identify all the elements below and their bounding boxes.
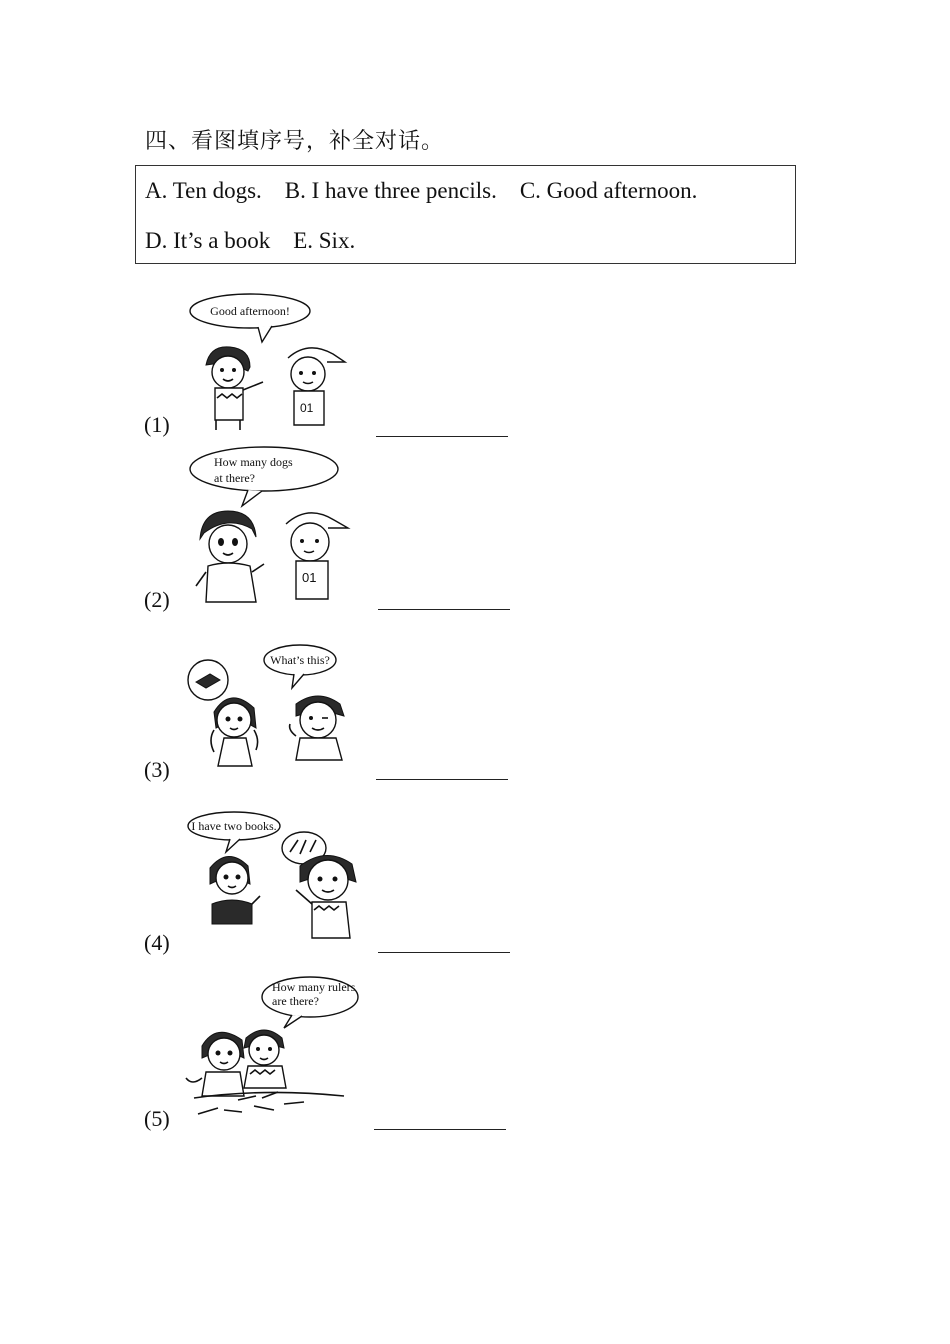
boy-right-cap [286,513,348,599]
bubble-text: What’s this? [270,653,330,667]
speech-bubble [190,294,310,342]
answer-blank-4[interactable] [378,952,510,953]
bubble-text: Good afternoon! [210,304,290,318]
boy-left [206,347,263,430]
answer-blank-3[interactable] [376,779,508,780]
question-2-number: (2) [144,587,170,612]
question-1-number: (1) [144,412,170,437]
table-with-rulers [194,1092,344,1114]
answer-blank-1[interactable] [376,436,508,437]
girl-left [211,698,258,766]
question-5-illustration [184,974,364,1124]
answer-blank-5[interactable] [374,1129,506,1130]
question-3-number: (3) [144,757,170,782]
question-3-illustration [184,640,359,775]
bubble-text-line-2: at there? [214,471,255,485]
question-5-number: (5) [144,1106,170,1131]
boy-middle [244,1030,286,1088]
speech-bubble [262,977,358,1028]
bubble-text: I have two books. [191,819,277,833]
question-4-illustration [186,808,366,950]
girl-left [210,856,260,924]
boy-right-cap [288,348,345,425]
bubble-text-line-2: are there? [272,994,319,1008]
boy-right [296,855,356,938]
question-2-illustration [186,444,366,609]
options-line-1: A. Ten dogs. B. I have three pencils. C. Good afternoon. [145,178,698,203]
bubble-text-line-1: How many dogs [214,455,293,469]
svg-text:01: 01 [302,570,317,585]
options-box [135,165,796,264]
boy-right [290,696,344,760]
question-4-number: (4) [144,930,170,955]
book-thought-bubble [188,660,228,700]
girl-left [186,1032,244,1096]
speech-bubble [188,812,280,852]
svg-text:01: 01 [300,401,314,415]
question-1-illustration [188,290,363,435]
bubble-text-line-1: How many rulers [272,980,356,994]
options-line-2: D. It’s a book E. Six. [145,228,356,253]
section-title: 四、看图填序号，补全对话。 [145,129,445,154]
speech-bubble [264,645,336,688]
girl-left [196,511,264,602]
speech-bubble [190,447,338,506]
answer-blank-2[interactable] [378,609,510,610]
